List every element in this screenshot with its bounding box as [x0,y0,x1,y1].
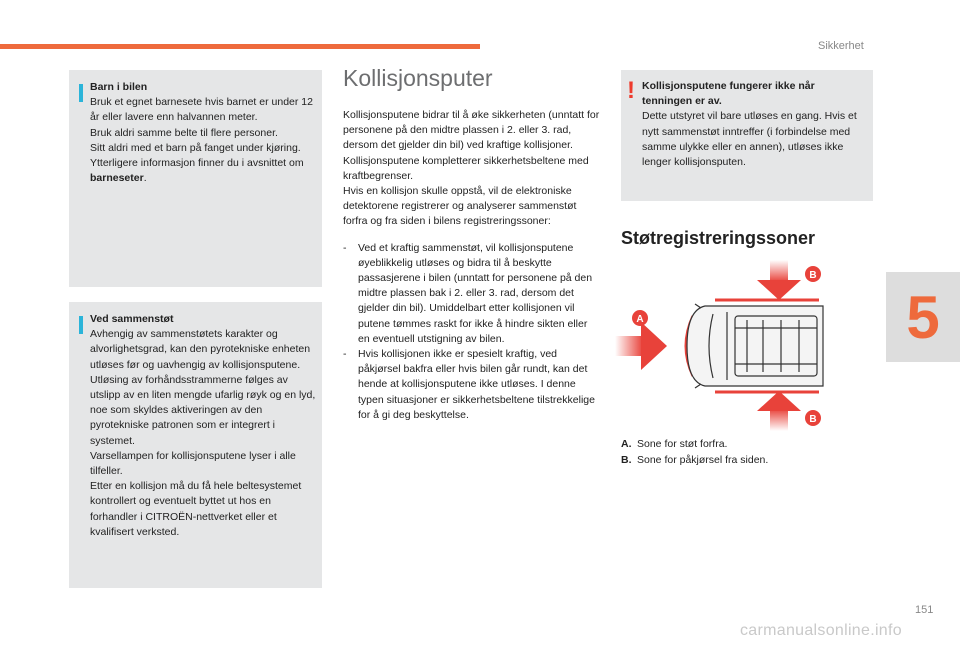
page-number: 151 [915,604,934,616]
airbags-intro: Kollisjonsputene bidrar til å øke sikkerheten (unntatt for personene på den midtre plassen i 2. eller 3. rad, dersom det gjelder din bil) ved kraftige kollisjoner. Kollisjonsputene kompletterer sikkerhetsbeltene med kraftbegrenser. [343,109,600,182]
airbags-body [343,108,601,423]
zone-marker-a [632,310,648,326]
zone-marker-label: B [809,414,817,425]
zone-marker-label: B [809,270,817,281]
note-line: Ytterligere informasjon finner du i avsnittet om barneseter. [90,157,304,185]
car-top-view [687,304,823,388]
airbags-list [343,241,601,423]
list-item: - Hvis kollisjonen ikke er spesielt kraftig, ved påkjørsel bakfra eller hvis bilen går rundt, kan det hende at kollisjonsputene ikke utløses. I denne typen situasjoner er sikkerhetsbeltene tilstrekkelige for å gi deg beskyttelse. [343,347,601,423]
note-heading: Ved sammenstøt [90,313,174,325]
note-children [69,70,322,287]
note-heading: Barn i bilen [90,81,148,93]
section-title: Sikkerhet [818,40,864,52]
zone-marker-label: A [636,314,644,325]
note-line: Bruk et egnet barnesete hvis barnet er under 12 år eller lavere enn halvannen meter. [90,96,313,124]
airbags-title: Kollisjonsputer [343,65,493,91]
note-collision [69,302,322,588]
header-accent-bar [0,44,480,49]
chapter-tab [886,272,960,362]
warning-icon: ! [627,77,635,104]
warning-heading: Kollisjonsputene fungerer ikke når tenningen er av. [642,80,815,108]
zones-legend [621,436,768,468]
side-impact-arrow-bottom [757,391,801,431]
zone-marker-b-top [805,266,821,282]
legend-item: B. Sone for påkjørsel fra siden. [621,454,769,466]
note-paragraph: Avhengig av sammenstøtets karakter og alvorlighetsgrad, kan den pyrotekniske enheten utløses før og uavhengig av kollisjonsputene. Utløsing av forhåndsstrammerne følges av utslipp av en liten mengde ufarlig røyk og en lyd, noe som skyldes aktiveringen av den pyrotekniske patronen som er integrert i systemet. [90,328,316,447]
zone-marker-b-bottom [805,410,821,426]
warning-box [621,70,873,201]
chapter-number: 5 [906,283,940,351]
legend-item: A. Sone for støt forfra. [621,438,728,450]
note-line: Bruk aldri samme belte til flere personer. [90,126,278,139]
cross-reference-link[interactable]: barneseter [90,172,144,185]
info-icon [79,316,83,334]
list-item: - Ved et kraftig sammenstøt, vil kollisjonsputene øyeblikkelig utløses og bidra til å beskytte passasjerene i bilen (unntatt for personene på den midtre plassen bak i 2. eller 3. rad, dersom det gjelder din bil). Umiddelbart etter kollisjonen vil putene tømmes raskt for ikke å hindre sikten eller en eventuell utstigning av bilen. [343,241,601,347]
warning-body: Dette utstyret vil bare utløses en gang. Hvis et nytt sammenstøt inntreffer (i forbindelse med samme ulykke eller en annen), utløses ikke lenger kollisjonsputen. [642,110,857,169]
front-impact-arrow [615,322,667,370]
note-paragraph: Varsellampen for kollisjonsputene lyser i alle tilfeller. [90,449,296,478]
zones-title: Støtregistreringssoner [621,228,816,248]
watermark: carmanualsonline.info [740,622,902,639]
impact-zones-diagram [615,258,830,433]
side-impact-arrow-top [757,260,801,300]
info-icon [79,84,83,102]
airbags-detect: Hvis en kollisjon skulle oppstå, vil de elektroniske detektorene registrerer og analyserer sammenstøt forfra og fra siden i bilens registreringssoner: [343,185,577,228]
note-line: Sitt aldri med et barn på fanget under kjøring. [90,141,301,154]
note-paragraph: Etter en kollisjon må du få hele beltesystemet kontrollert og eventuelt byttet ut hos en forhandler i CITROËN-nettverket eller et kvalifisert verksted. [90,480,302,538]
